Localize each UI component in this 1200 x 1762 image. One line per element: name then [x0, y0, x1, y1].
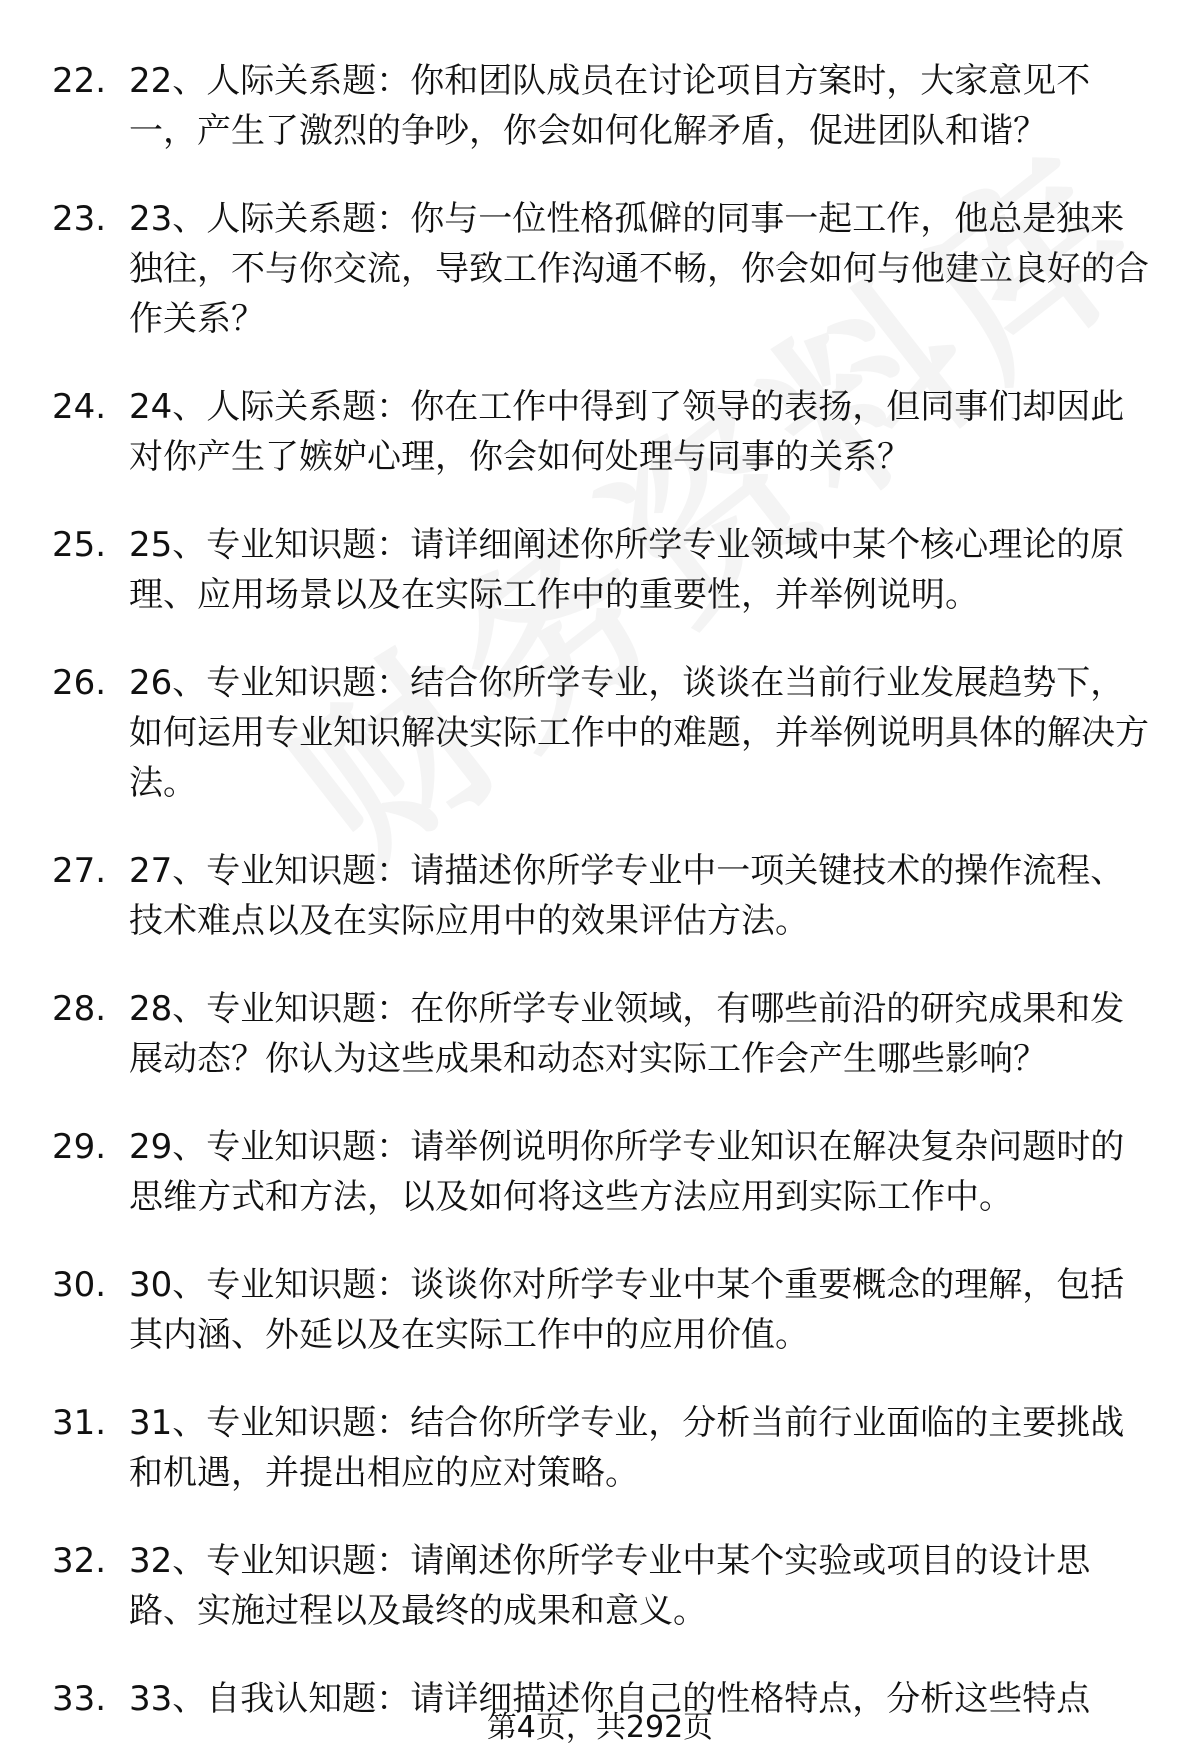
item-number: 22. [52, 61, 107, 101]
question-list [0, 56, 1200, 1762]
list-item [0, 56, 1200, 156]
page-footer: 第4页，共292页 [486, 1710, 714, 1745]
list-item [0, 1536, 1200, 1636]
item-number: 32. [52, 1541, 107, 1581]
item-text: 22、人际关系题：你和团队成员在讨论项目方案时，大家意见不一，产生了激烈的争吵，你会如何化解矛盾，促进团队和谐？ [129, 61, 1091, 151]
item-number: 28. [52, 989, 107, 1029]
item-text: 28、专业知识题：在你所学专业领域，有哪些前沿的研究成果和发展动态？你认为这些成果和动态对实际工作会产生哪些影响？ [129, 989, 1125, 1079]
item-number: 25. [52, 525, 107, 565]
item-text: 24、人际关系题：你在工作中得到了领导的表扬，但同事们却因此对你产生了嫉妒心理，你会如何处理与同事的关系？ [129, 387, 1125, 477]
list-item [0, 846, 1200, 946]
item-text: 30、专业知识题：谈谈你对所学专业中某个重要概念的理解，包括其内涵、外延以及在实际工作中的应用价值。 [129, 1265, 1125, 1355]
item-number: 31. [52, 1403, 107, 1443]
item-text: 25、专业知识题：请详细阐述你所学专业领域中某个核心理论的原理、应用场景以及在实际工作中的重要性，并举例说明。 [129, 525, 1125, 615]
item-number: 29. [52, 1127, 107, 1167]
item-text: 31、专业知识题：结合你所学专业，分析当前行业面临的主要挑战和机遇，并提出相应的应对策略。 [129, 1403, 1125, 1493]
item-number: 23. [52, 199, 107, 239]
item-text: 27、专业知识题：请描述你所学专业中一项关键技术的操作流程、技术难点以及在实际应用中的效果评估方法。 [129, 851, 1125, 941]
list-item [0, 382, 1200, 482]
item-number: 26. [52, 663, 107, 703]
item-text: 29、专业知识题：请举例说明你所学专业知识在解决复杂问题时的思维方式和方法，以及如何将这些方法应用到实际工作中。 [129, 1127, 1125, 1217]
item-number: 30. [52, 1265, 107, 1305]
item-text: 33、自我认知题：请详细描述你自己的性格特点，分析这些特点 [129, 1679, 1091, 1719]
item-number: 27. [52, 851, 107, 891]
list-item [0, 1122, 1200, 1222]
list-item [0, 194, 1200, 344]
list-item [0, 1398, 1200, 1498]
list-item [0, 520, 1200, 620]
item-text: 26、专业知识题：结合你所学专业，谈谈在当前行业发展趋势下，如何运用专业知识解决实际工作中的难题，并举例说明具体的解决方法。 [129, 663, 1149, 803]
list-item [0, 984, 1200, 1084]
list-item [0, 658, 1200, 808]
item-text: 23、人际关系题：你与一位性格孤僻的同事一起工作，他总是独来独往，不与你交流，导致工作沟通不畅，你会如何与他建立良好的合作关系？ [129, 199, 1149, 339]
item-number: 24. [52, 387, 107, 427]
item-text: 32、专业知识题：请阐述你所学专业中某个实验或项目的设计思路、实施过程以及最终的成果和意义。 [129, 1541, 1091, 1631]
list-item [0, 1260, 1200, 1360]
item-number: 33. [52, 1679, 107, 1719]
